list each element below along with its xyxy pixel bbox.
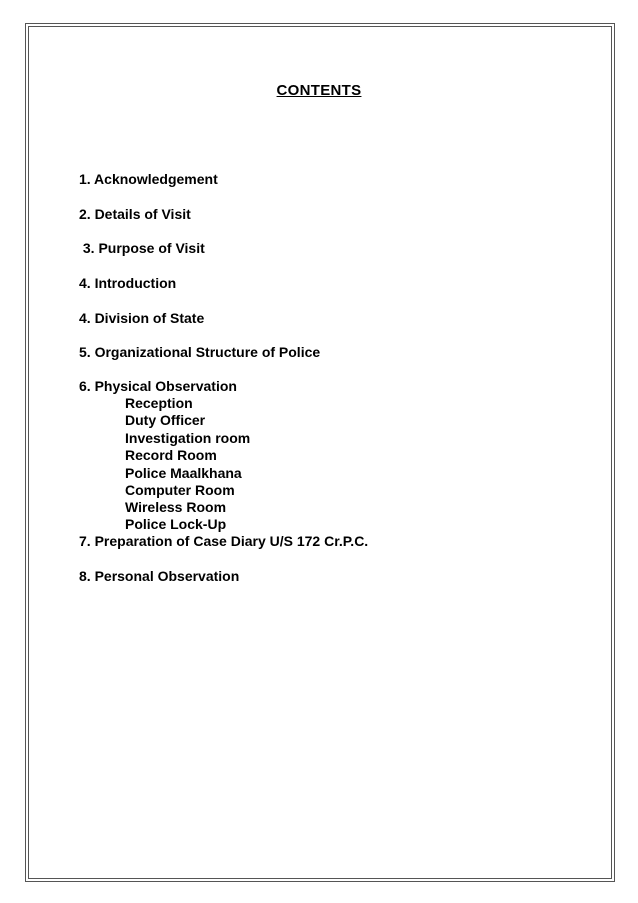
toc-subitem-computer-room: Computer Room (125, 482, 235, 498)
toc-entry-division-of-state: 4. Division of State (79, 310, 205, 326)
toc-entry-personal-observation: 8. Personal Observation (79, 568, 240, 584)
toc-entry-case-diary: 7. Preparation of Case Diary U/S 172 Cr.P.C. (79, 533, 369, 549)
toc-subitem-police-maalkhana: Police Maalkhana (125, 465, 242, 481)
toc-subitem-record-room: Record Room (125, 447, 217, 463)
toc-entry-organizational-structure: 5. Organizational Structure of Police (79, 344, 321, 360)
toc-subitem-wireless-room: Wireless Room (125, 499, 227, 515)
toc-subitem-police-lock-up: Police Lock-Up (125, 516, 227, 532)
toc-entry-acknowledgement: 1. Acknowledgement (79, 171, 218, 187)
toc-subitem-investigation-room: Investigation room (125, 430, 251, 446)
page-border-inner (28, 26, 612, 879)
toc-entry-details-of-visit: 2. Details of Visit (79, 206, 191, 222)
toc-subitem-duty-officer: Duty Officer (125, 412, 206, 428)
contents-title: CONTENTS (276, 82, 362, 99)
toc-entry-physical-observation: 6. Physical Observation (79, 378, 237, 394)
toc-entry-purpose-of-visit: 3. Purpose of Visit (79, 240, 205, 256)
toc-entry-introduction: 4. Introduction (79, 275, 177, 291)
toc-subitem-reception: Reception (125, 395, 193, 411)
